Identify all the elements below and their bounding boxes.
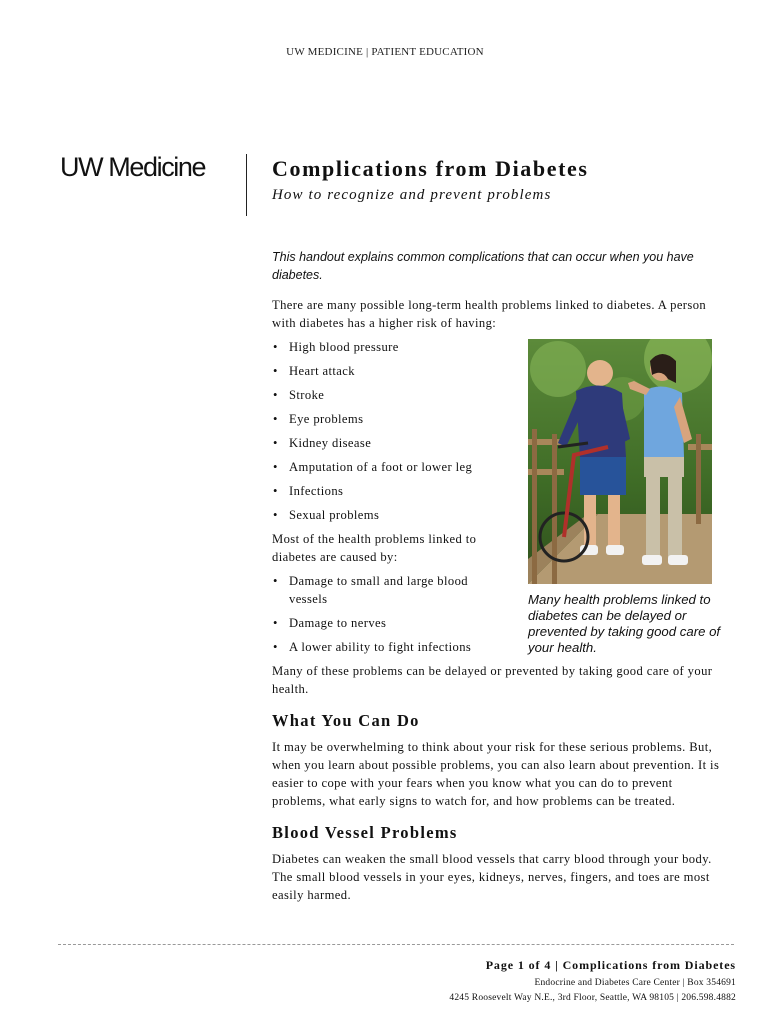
- risk-paragraph: There are many possible long-term health problems linked to diabetes. A person with diabetes has a higher risk of having:: [272, 298, 707, 330]
- delay-paragraph: Many of these problems can be delayed or prevented by taking good care of your health.: [272, 664, 713, 696]
- couple-walking-photo: [528, 339, 712, 584]
- list-item: • Infections: [272, 482, 507, 500]
- footer-page-info: Page 1 of 4 | Complications from Diabetes: [485, 958, 736, 972]
- footer-divider: [58, 944, 734, 945]
- cause-paragraph: Most of the health problems linked to diabetes are caused by:: [272, 532, 477, 564]
- list-item: • Kidney disease: [272, 434, 507, 452]
- uw-medicine-logo: UW Medicine: [60, 152, 206, 182]
- footer-address-line-2: 4245 Roosevelt Way N.E., 3rd Floor, Seattle, WA 98105 | 206.598.4882: [449, 993, 736, 1003]
- title-divider: [246, 154, 247, 216]
- footer-address-line-1: Endocrine and Diabetes Care Center | Box 354691: [534, 978, 736, 988]
- page-title: Complications from Diabetes: [272, 156, 589, 181]
- list-item: • Heart attack: [272, 362, 507, 380]
- list-item: • Eye problems: [272, 410, 507, 428]
- section-body-what-you-can-do: It may be overwhelming to think about your risk for these serious problems. But, when you learn about possible problems, you can also learn about prevention. It is easier to cope with your fears when you know what you can do to prevent problems, what early signs to watch for, and how problems can be treated.: [272, 740, 720, 808]
- cause-list: [272, 572, 507, 656]
- section-body-blood-vessel-problems: Diabetes can weaken the small blood vessels that carry blood through your body. The small blood vessels in your eyes, kidneys, nerves, fingers, and toes are most easily harmed.: [272, 852, 712, 902]
- list-item: • High blood pressure: [272, 338, 507, 356]
- list-item: • Damage to nerves: [272, 614, 507, 632]
- footer: [449, 958, 736, 1006]
- list-item: • A lower ability to fight infections: [272, 638, 507, 656]
- page-subtitle: How to recognize and prevent problems: [272, 187, 552, 203]
- list-item: • Amputation of a foot or lower leg: [272, 458, 507, 476]
- header-banner: UW MEDICINE | PATIENT EDUCATION: [286, 46, 484, 58]
- list-item: • Damage to small and large blood vessels: [272, 572, 507, 608]
- section-heading-blood-vessel-problems: Blood Vessel Problems: [272, 823, 458, 842]
- list-item: • Sexual problems: [272, 506, 507, 524]
- photo-caption: Many health problems linked to diabetes can be delayed or prevented by taking good care of your health.: [528, 592, 721, 655]
- intro-text: This handout explains common complications that can occur when you have diabetes.: [272, 250, 694, 282]
- section-heading-what-you-can-do: What You Can Do: [272, 711, 420, 730]
- list-item: • Stroke: [272, 386, 507, 404]
- risk-list: [272, 338, 507, 524]
